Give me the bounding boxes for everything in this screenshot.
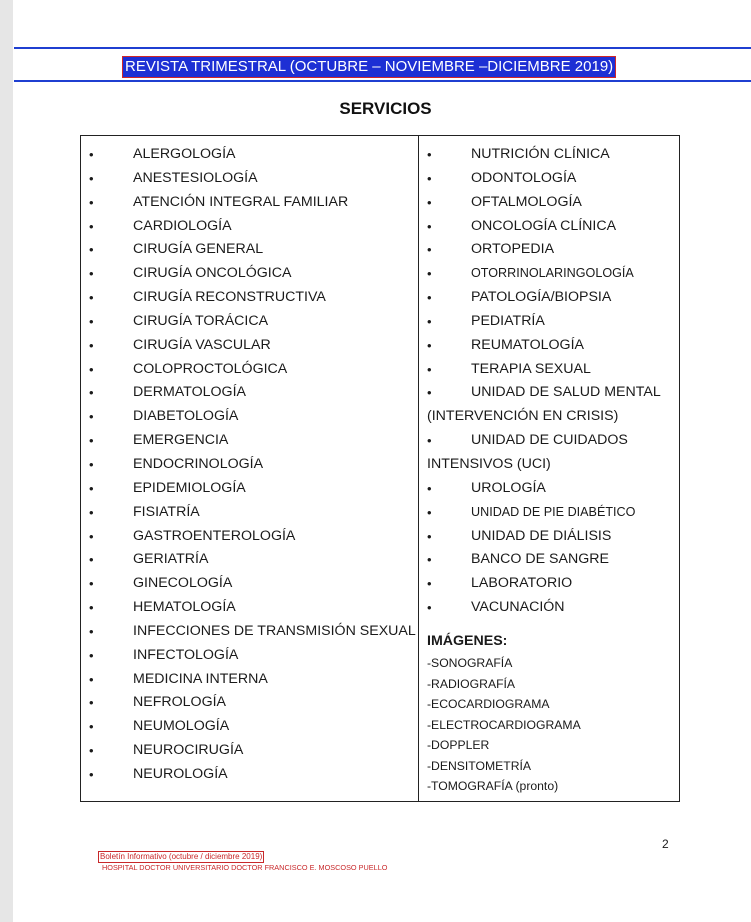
bullet-icon: • xyxy=(89,409,94,425)
service-item xyxy=(81,429,417,453)
service-label: PATOLOGÍA/BIOPSIA xyxy=(471,289,612,306)
bullet-icon: • xyxy=(89,170,94,186)
service-item xyxy=(427,358,679,382)
imagenes-item: -TOMOGRAFÍA (pronto) xyxy=(427,779,559,793)
bullet-icon: • xyxy=(89,242,94,258)
service-label: ONCOLOGÍA CLÍNICA xyxy=(471,217,617,234)
service-label: BANCO DE SANGRE xyxy=(471,551,609,568)
service-label: NEUROLOGÍA xyxy=(133,765,228,782)
bullet-icon: • xyxy=(89,528,94,544)
header-banner: REVISTA TRIMESTRAL (OCTUBRE – NOVIEMBRE –DICIEMBRE 2019) xyxy=(125,58,614,75)
service-label: FISIATRÍA xyxy=(133,503,200,520)
section-title: SERVICIOS xyxy=(339,99,432,118)
imagenes-item: -RADIOGRAFÍA xyxy=(427,676,516,691)
service-item-continuation xyxy=(427,405,679,429)
left-services-list xyxy=(81,143,417,787)
service-item xyxy=(81,477,417,501)
bullet-icon: • xyxy=(427,528,432,544)
bullet-icon: • xyxy=(427,433,432,449)
service-item xyxy=(427,215,679,239)
service-item xyxy=(81,191,417,215)
service-item xyxy=(81,691,417,715)
service-item xyxy=(427,167,679,191)
service-label: OTORRINOLARINGOLOGÍA xyxy=(471,266,634,281)
service-label: ALERGOLOGÍA xyxy=(133,146,236,162)
imagenes-item: -ELECTROCARDIOGRAMA xyxy=(427,717,581,732)
bullet-icon: • xyxy=(427,600,432,616)
service-label-continuation: (INTERVENCIÓN EN CRISIS) xyxy=(427,408,619,425)
imagenes-item: -DENSITOMETRÍA xyxy=(427,758,532,773)
service-label: INFECCIONES DE TRANSMISIÓN SEXUAL xyxy=(133,622,416,639)
header-rule-top xyxy=(14,47,751,49)
service-label: LABORATORIO xyxy=(471,575,573,592)
bullet-icon: • xyxy=(89,194,94,210)
imagenes-item: -ECOCARDIOGRAMA xyxy=(427,697,550,711)
service-label: ANESTESIOLOGÍA xyxy=(133,169,258,186)
service-item xyxy=(81,334,417,358)
bullet-icon: • xyxy=(427,361,432,377)
service-label: ATENCIÓN INTEGRAL FAMILIAR xyxy=(133,193,349,210)
imagenes-section xyxy=(427,629,677,797)
service-item xyxy=(81,358,417,382)
service-label: NEUMOLOGÍA xyxy=(133,718,230,735)
bullet-icon: • xyxy=(89,576,94,592)
service-label: MEDICINA INTERNA xyxy=(133,670,268,687)
bullet-icon: • xyxy=(427,552,432,568)
service-item-salud-mental xyxy=(427,381,679,405)
service-item xyxy=(81,405,417,429)
service-item xyxy=(427,548,679,572)
service-label-continuation: INTENSIVOS (UCI) xyxy=(427,455,551,472)
bullet-icon: • xyxy=(89,480,94,496)
service-label: NEFROLOGÍA xyxy=(133,694,227,711)
service-item xyxy=(427,572,679,596)
service-label: GASTROENTEROLOGÍA xyxy=(133,527,296,544)
service-label: ORTOPEDIA xyxy=(471,241,555,258)
service-item xyxy=(81,167,417,191)
bullet-icon: • xyxy=(427,480,432,496)
service-label: UNIDAD DE DIÁLISIS xyxy=(471,527,612,544)
service-item xyxy=(81,238,417,262)
service-item xyxy=(81,715,417,739)
services-table xyxy=(80,135,680,802)
service-item xyxy=(81,739,417,763)
bullet-icon: • xyxy=(427,147,432,162)
service-item xyxy=(427,238,679,262)
service-item xyxy=(81,572,417,596)
bullet-icon: • xyxy=(89,671,94,687)
service-item xyxy=(81,644,417,668)
service-item xyxy=(427,501,679,525)
bullet-icon: • xyxy=(89,743,94,759)
service-item xyxy=(427,525,679,549)
service-label: REUMATOLOGÍA xyxy=(471,336,584,353)
service-label: CIRUGÍA TORÁCICA xyxy=(133,312,269,329)
service-label: GERIATRÍA xyxy=(133,551,209,568)
bullet-icon: • xyxy=(427,266,432,282)
bullet-icon: • xyxy=(89,719,94,735)
service-item xyxy=(427,262,679,286)
service-label: OFTALMOLOGÍA xyxy=(471,193,582,210)
service-label: INFECTOLOGÍA xyxy=(133,646,239,663)
bullet-icon: • xyxy=(427,504,432,520)
imagenes-item: -SONOGRAFÍA xyxy=(427,656,513,670)
service-item xyxy=(81,548,417,572)
service-label: GINECOLOGÍA xyxy=(133,575,233,592)
right-services-list xyxy=(427,143,679,620)
footer-hospital: HOSPITAL DOCTOR UNIVERSITARIO DOCTOR FRANCISCO E. MOSCOSO PUELLO xyxy=(102,863,388,872)
service-label: DERMATOLOGÍA xyxy=(133,384,246,401)
bullet-icon: • xyxy=(89,313,94,329)
service-label: CARDIOLOGÍA xyxy=(133,217,232,234)
service-label: UNIDAD DE CUIDADOS xyxy=(471,432,628,449)
bullet-icon: • xyxy=(89,552,94,568)
service-label: CIRUGÍA GENERAL xyxy=(133,241,264,258)
bullet-icon: • xyxy=(89,433,94,449)
imagenes-title: IMÁGENES: xyxy=(427,633,508,649)
service-label: ENDOCRINOLOGÍA xyxy=(133,455,264,472)
bullet-icon: • xyxy=(89,647,94,663)
service-label: ODONTOLOGÍA xyxy=(471,169,577,186)
service-item xyxy=(427,286,679,310)
bullet-icon: • xyxy=(427,290,432,306)
bullet-icon: • xyxy=(89,600,94,616)
service-label: NUTRICIÓN CLÍNICA xyxy=(471,146,610,162)
bullet-icon: • xyxy=(89,766,94,782)
service-item xyxy=(81,143,417,167)
service-item-uci xyxy=(427,429,679,453)
service-item xyxy=(427,477,679,501)
bullet-icon: • xyxy=(89,361,94,377)
header-rule-bottom xyxy=(14,80,751,82)
imagenes-item: -DOPPLER xyxy=(427,738,490,752)
column-divider xyxy=(418,136,419,801)
service-label: CIRUGÍA VASCULAR xyxy=(133,336,271,353)
service-label: COLOPROCTOLÓGICA xyxy=(133,360,288,377)
bullet-icon: • xyxy=(427,313,432,329)
service-label: EPIDEMIOLOGÍA xyxy=(133,479,246,496)
bullet-icon: • xyxy=(427,576,432,592)
bullet-icon: • xyxy=(89,456,94,472)
bullet-icon: • xyxy=(427,385,432,401)
service-item xyxy=(81,620,417,644)
service-label: VACUNACIÓN xyxy=(471,599,565,616)
bullet-icon: • xyxy=(89,623,94,639)
service-item xyxy=(427,596,679,620)
service-item xyxy=(427,143,679,167)
service-item xyxy=(81,525,417,549)
service-item xyxy=(81,596,417,620)
service-item xyxy=(81,286,417,310)
service-item-continuation xyxy=(427,453,679,477)
service-label: UNIDAD DE PIE DIABÉTICO xyxy=(471,504,636,519)
service-item xyxy=(81,501,417,525)
service-label: UNIDAD DE SALUD MENTAL xyxy=(471,384,661,401)
service-label: NEUROCIRUGÍA xyxy=(133,742,244,759)
service-label: PEDIATRÍA xyxy=(471,312,545,329)
bullet-icon: • xyxy=(89,266,94,282)
service-label: TERAPIA SEXUAL xyxy=(471,360,591,377)
bullet-icon: • xyxy=(89,218,94,234)
bullet-icon: • xyxy=(89,695,94,711)
service-label: CIRUGÍA RECONSTRUCTIVA xyxy=(133,289,326,306)
service-label: EMERGENCIA xyxy=(133,432,229,449)
service-item xyxy=(427,334,679,358)
service-item xyxy=(81,763,417,787)
bullet-icon: • xyxy=(427,170,432,186)
service-label: UROLOGÍA xyxy=(471,479,546,496)
service-item xyxy=(81,381,417,405)
service-item xyxy=(81,215,417,239)
service-item xyxy=(81,668,417,692)
bullet-icon: • xyxy=(427,194,432,210)
bullet-icon: • xyxy=(89,337,94,353)
service-label: HEMATOLOGÍA xyxy=(133,599,236,616)
bullet-icon: • xyxy=(427,337,432,353)
bullet-icon: • xyxy=(89,290,94,306)
bullet-icon: • xyxy=(89,385,94,401)
service-item xyxy=(427,310,679,334)
footer-bulletin: Boletín Informativo (octubre / diciembre 2019) xyxy=(100,852,263,861)
service-label: CIRUGÍA ONCOLÓGICA xyxy=(133,265,292,282)
bullet-icon: • xyxy=(427,242,432,258)
bullet-icon: • xyxy=(427,218,432,234)
bullet-icon: • xyxy=(89,147,94,162)
bullet-icon: • xyxy=(89,504,94,520)
service-item xyxy=(81,262,417,286)
page-number: 2 xyxy=(662,837,669,851)
service-label: DIABETOLOGÍA xyxy=(133,408,239,425)
service-item xyxy=(427,191,679,215)
service-item xyxy=(81,310,417,334)
page-margin xyxy=(0,0,13,922)
service-item xyxy=(81,453,417,477)
